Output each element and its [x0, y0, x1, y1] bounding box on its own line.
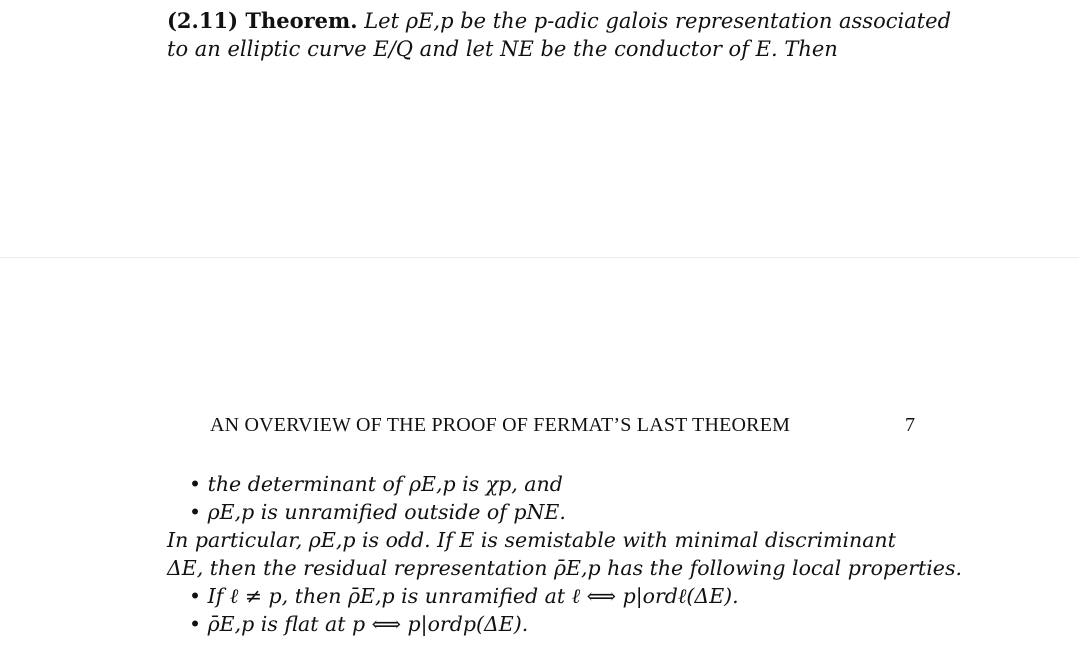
running-header-title: AN OVERVIEW OF THE PROOF OF FERMAT’S LAST THEOREM [210, 414, 791, 436]
theorem-line-1-text: Let ρE,p be the p-adic galois representation associated [357, 9, 952, 33]
list-item: • ρ̄E,p is flat at p ⟺ p|ordp(ΔE). [189, 612, 529, 636]
theorem-statement [167, 7, 951, 63]
list-item: • If ℓ ≠ p, then ρ̄E,p is unramified at ℓ ⟺ p|ordℓ(ΔE). [189, 584, 739, 608]
running-header [210, 414, 915, 442]
list-item: • the determinant of ρE,p is χp, and [189, 472, 563, 496]
paragraph-line: ΔE, then the residual representation ρ̄E,p has the following local properties. [167, 556, 962, 580]
paragraph-line: In particular, ρE,p is odd. If E is semistable with minimal discriminant [167, 528, 896, 552]
list-item: • ρE,p is unramified outside of pNE. [189, 500, 566, 524]
page-divider [0, 257, 1079, 258]
theorem-body [167, 470, 962, 638]
page-number: 7 [905, 414, 915, 436]
theorem-line-2: to an elliptic curve E/Q and let NE be the conductor of E. Then [167, 37, 838, 61]
theorem-line-1 [167, 7, 951, 35]
theorem-label: (2.11) Theorem. [167, 8, 358, 33]
